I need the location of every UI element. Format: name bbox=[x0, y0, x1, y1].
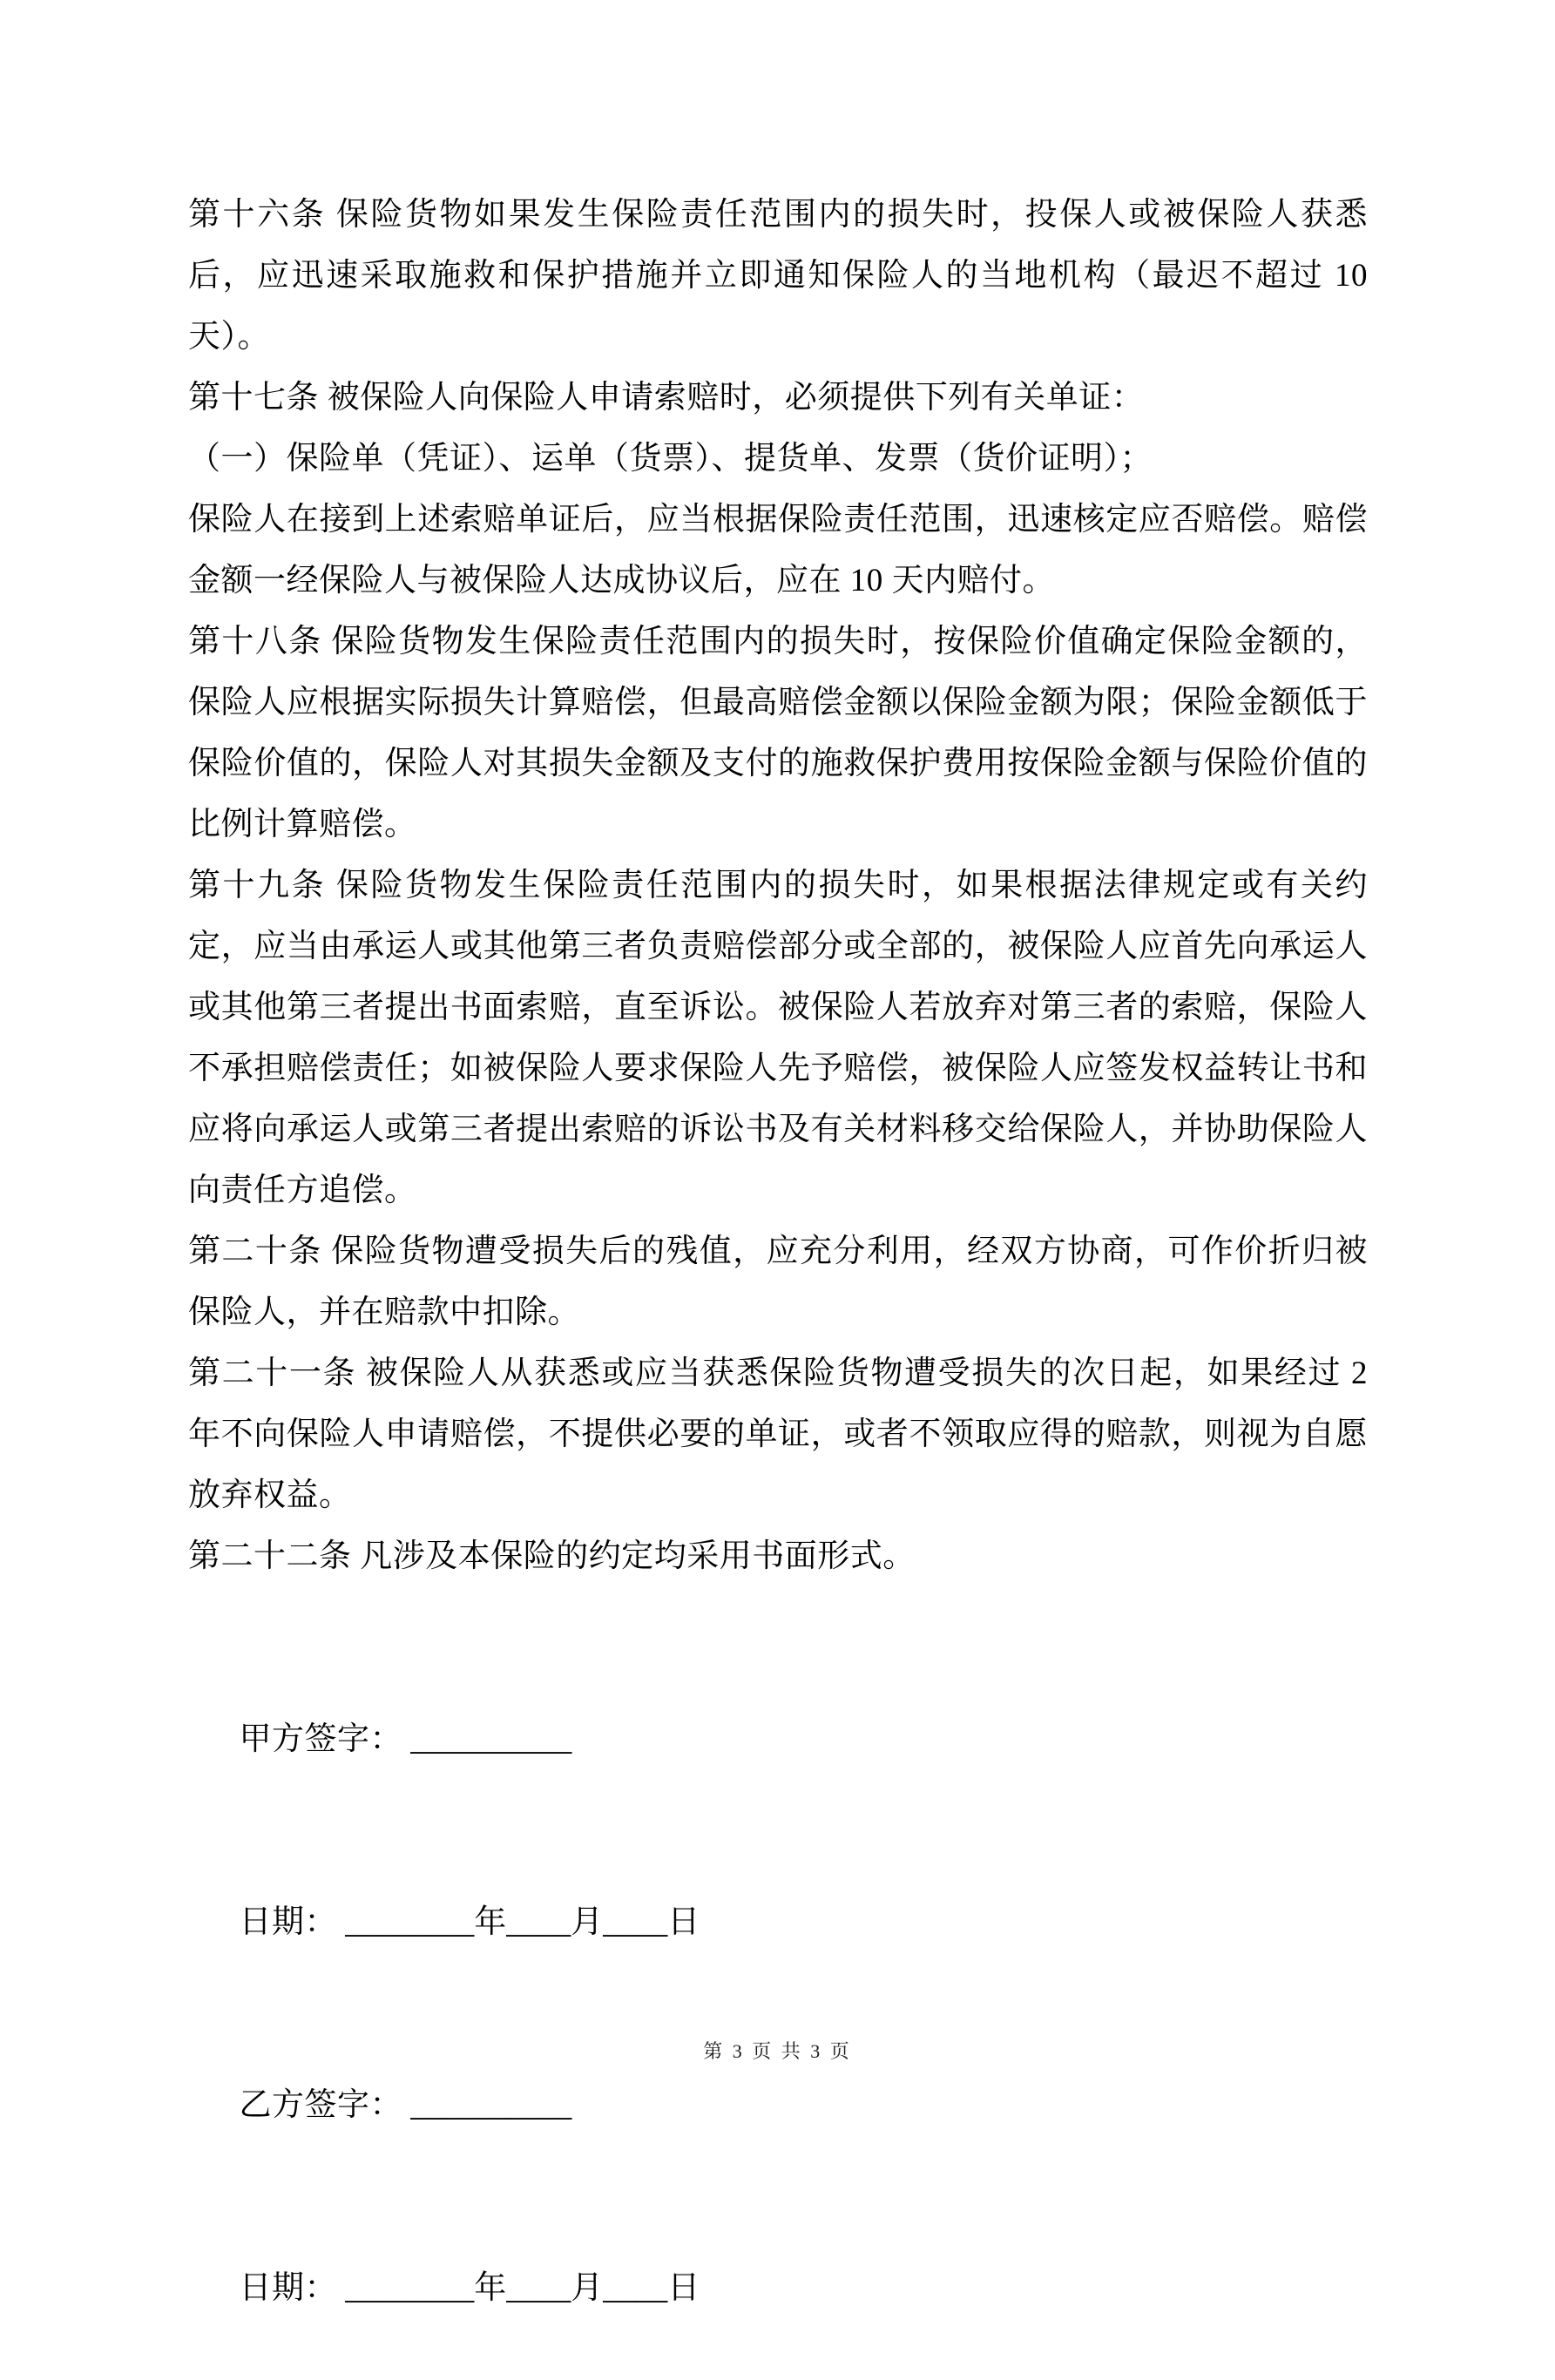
party-b-date-label: 日期： bbox=[239, 2270, 337, 2306]
clause-19: 第十九条 保险货物发生保险责任范围内的损失时，如果根据法律规定或有关约定，应当由承运人或其他第三者负责赔偿部分或全部的，被保险人应首先向承运人或其他第三者提出书面索赔，直至诉讼。被保险人若放弃对第三者的索赔，保险人不承担赔偿责任；如被保险人要求保险人先予赔偿，被保险人应签发权益转让书和应将向承运人或第三者提出索赔的诉讼书及有关材料移交给保险人，并协助保险人向责任方追偿。 bbox=[188, 868, 1368, 1208]
clause-20: 第二十条 保险货物遭受损失后的残值，应充分利用，经双方协商，可作价折归被保险人，并在赔款中扣除。 bbox=[188, 1234, 1368, 1330]
clause-21: 第二十一条 被保险人从获悉或应当获悉保险货物遭受损失的次日起，如果经过 2 年不向保险人申请赔偿，不提供必要的单证，或者不领取应得的赔款，则视为自愿放弃权益。 bbox=[188, 1356, 1368, 1513]
party-b-signature-label: 乙方签字： bbox=[239, 2087, 402, 2123]
claim-settlement-paragraph: 保险人在接到上述索赔单证后，应当根据保险责任范围，迅速核定应否赔偿。赔偿金额一经保险人与被保险人达成协议后，应在 10 天内赔付。 bbox=[188, 502, 1368, 598]
party-a-signature-line bbox=[188, 1648, 1368, 1831]
party-a-signature-label: 甲方签字： bbox=[239, 1721, 402, 1757]
clause-17: 第十七条 被保险人向保险人申请索赔时，必须提供下列有关单证： bbox=[188, 380, 1145, 416]
page-footer bbox=[0, 2037, 1555, 2064]
party-a-signature-blank: __________ bbox=[402, 1721, 572, 1757]
signature-block bbox=[188, 1648, 1368, 2380]
party-b-signature-blank: __________ bbox=[402, 2087, 572, 2123]
clause-22: 第二十二条 凡涉及本保险的约定均采用书面形式。 bbox=[188, 1538, 916, 1574]
clause-16: 第十六条 保险货物如果发生保险责任范围内的损失时，投保人或被保险人获悉后，应迅速采取施救和保护措施并立即通知保险人的当地机构（最迟不超过 10 天）。 bbox=[188, 197, 1368, 355]
party-a-date-line bbox=[188, 1831, 1368, 2014]
clause-17-documents-item: （一）保险单（凭证）、运单（货票）、提货单、发票（货价证明）； bbox=[188, 441, 1153, 477]
clause-18: 第十八条 保险货物发生保险责任范围内的损失时，按保险价值确定保险金额的，保险人应根据实际损失计算赔偿，但最高赔偿金额以保险金额为限；保险金额低于保险价值的，保险人对其损失金额及支付的施救保护费用按保险金额与保险价值的比例计算赔偿。 bbox=[188, 624, 1368, 842]
party-b-date-blank: ________年____月____日 bbox=[337, 2270, 700, 2306]
party-a-date-label: 日期： bbox=[239, 1904, 337, 1940]
party-b-date-line bbox=[188, 2197, 1368, 2380]
page-number-indicator: 第 3 页 共 3 页 bbox=[703, 2040, 852, 2062]
party-a-date-blank: ________年____月____日 bbox=[337, 1904, 700, 1940]
